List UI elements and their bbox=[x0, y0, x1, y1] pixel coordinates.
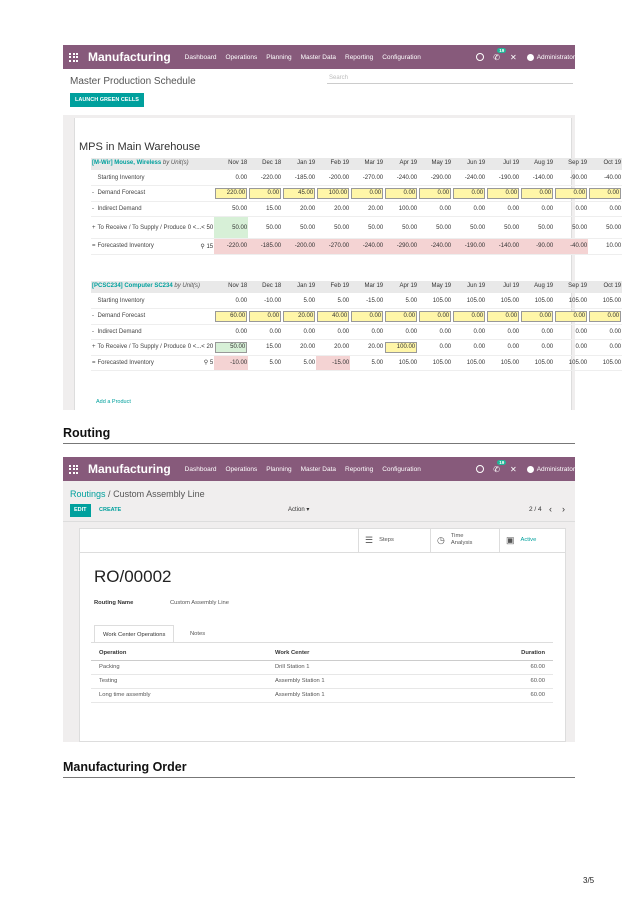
row-extra: 0 <...< 50 bbox=[187, 217, 214, 239]
routing-navbar bbox=[63, 457, 575, 481]
active-label: Active bbox=[520, 537, 537, 543]
row-extra bbox=[187, 309, 214, 325]
mps-product-table-mouse bbox=[91, 158, 622, 255]
forecast-input[interactable]: 0.00 bbox=[589, 188, 621, 199]
month-header: Apr 19 bbox=[384, 281, 418, 293]
cell-value: 0.00 bbox=[452, 340, 486, 356]
forecast-input[interactable]: 0.00 bbox=[589, 311, 621, 322]
mps-product-table-computer bbox=[91, 281, 622, 371]
cell-value: 0.00 bbox=[282, 324, 316, 340]
cell-value: 0.00 bbox=[350, 324, 384, 340]
cell-value: 0.00 bbox=[452, 201, 486, 217]
cell-value: -185.00 bbox=[282, 170, 316, 186]
month-header: Sep 19 bbox=[554, 281, 588, 293]
cell-value: 15.00 bbox=[248, 201, 282, 217]
control-panel-divider bbox=[63, 521, 575, 522]
messaging-icon[interactable]: ✆ 19 bbox=[493, 459, 505, 474]
cell-value: -140.00 bbox=[520, 170, 554, 186]
menu-reporting[interactable]: Reporting bbox=[345, 465, 374, 473]
cell-value: 0.00 bbox=[486, 324, 520, 340]
month-header: Nov 18 bbox=[214, 281, 248, 293]
cell-value: 50.00 bbox=[418, 217, 452, 239]
row-label: Indirect Demand bbox=[97, 324, 187, 340]
manufacturing-order-heading: Manufacturing Order bbox=[63, 760, 187, 774]
row-label: Demand Forecast bbox=[97, 186, 187, 202]
cell-value: 105.00 bbox=[554, 293, 588, 309]
row-extra bbox=[187, 170, 214, 186]
menu-operations[interactable]: Operations bbox=[225, 53, 258, 61]
row-prefix: - bbox=[91, 324, 97, 340]
routing-name-label: Routing Name bbox=[94, 600, 134, 606]
heading-divider bbox=[63, 777, 575, 778]
table-row bbox=[91, 340, 622, 356]
main-menu bbox=[185, 466, 430, 473]
cell-value: 5.00 bbox=[282, 293, 316, 309]
cell-value: -190.00 bbox=[486, 170, 520, 186]
row-prefix: = bbox=[91, 239, 97, 255]
duration-cell: 60.00 bbox=[427, 660, 553, 674]
cell-value: 50.00 bbox=[214, 201, 248, 217]
tab-notes[interactable]: Notes bbox=[190, 631, 206, 637]
cell-value: -240.00 bbox=[350, 239, 384, 255]
cell-value: -40.00 bbox=[554, 239, 588, 255]
messaging-icon[interactable]: ✆ 19 bbox=[493, 47, 505, 62]
cell-value: 105.00 bbox=[384, 355, 418, 371]
cell-value: 105.00 bbox=[520, 293, 554, 309]
product-link[interactable]: [M-Wir] Mouse, Wireless bbox=[92, 160, 162, 166]
cell-value: 105.00 bbox=[554, 355, 588, 371]
work-center-cell: Drill Station 1 bbox=[267, 660, 427, 674]
cell-value: 0.00 bbox=[384, 324, 418, 340]
edit-button[interactable]: EDIT bbox=[70, 504, 91, 517]
cell-value: 0.00 bbox=[554, 340, 588, 356]
row-prefix: = bbox=[91, 355, 97, 371]
row-extra: 5 bbox=[209, 360, 214, 367]
forecast-input[interactable]: 20.00 bbox=[283, 311, 315, 322]
message-badge: 19 bbox=[499, 47, 505, 53]
steps-label: Steps bbox=[379, 537, 394, 543]
routing-name-value: Custom Assembly Line bbox=[170, 600, 229, 606]
table-row bbox=[91, 293, 622, 309]
row-extra bbox=[187, 293, 214, 309]
cell-value: 50.00 bbox=[452, 217, 486, 239]
clock-icon: ◷ bbox=[437, 534, 445, 545]
forecast-input[interactable]: 0.00 bbox=[419, 311, 451, 322]
cell-value: 50.00 bbox=[384, 217, 418, 239]
cell-value: 5.00 bbox=[316, 293, 350, 309]
row-extra: 15 bbox=[206, 243, 214, 250]
cell-value: 0.00 bbox=[554, 324, 588, 340]
forecast-input[interactable]: 0.00 bbox=[419, 188, 451, 199]
cell-value: 10.00 bbox=[588, 239, 622, 255]
product-header-row bbox=[91, 281, 622, 293]
table-row bbox=[91, 170, 622, 186]
cell-value: 5.00 bbox=[248, 355, 282, 371]
menu-planning[interactable]: Planning bbox=[266, 53, 292, 61]
row-label: Forecasted Inventory bbox=[97, 355, 187, 371]
cell-value: -200.00 bbox=[282, 239, 316, 255]
systray bbox=[476, 45, 575, 69]
pager-previous-icon[interactable]: ‹ bbox=[549, 504, 552, 514]
cell-value: 50.00 bbox=[486, 217, 520, 239]
table-row bbox=[91, 309, 622, 325]
row-prefix: + bbox=[91, 340, 97, 356]
operation-cell: Long time assembly bbox=[91, 688, 267, 702]
launch-green-cells-button[interactable]: LAUNCH GREEN CELLS bbox=[70, 93, 144, 107]
work-center-cell: Assembly Station 1 bbox=[267, 688, 427, 702]
month-header: Sep 19 bbox=[554, 158, 588, 170]
systray bbox=[476, 457, 575, 481]
cell-value: 20.00 bbox=[282, 340, 316, 356]
cell-value: -140.00 bbox=[486, 239, 520, 255]
cell-value: -10.00 bbox=[214, 355, 248, 371]
month-header: Mar 19 bbox=[350, 158, 384, 170]
product-link[interactable]: [PCSC234] Computer SC234 bbox=[92, 283, 173, 289]
debug-icon[interactable]: ✕ bbox=[510, 464, 517, 474]
pager-next-icon[interactable]: › bbox=[562, 504, 565, 514]
map-pin-icon: ⚲ bbox=[203, 360, 209, 367]
forecast-input[interactable]: 0.00 bbox=[453, 188, 485, 199]
list-icon: ☰ bbox=[365, 534, 374, 545]
cell-value: -240.00 bbox=[418, 239, 452, 255]
cell-value: 0.00 bbox=[520, 201, 554, 217]
duration-cell: 60.00 bbox=[427, 688, 553, 702]
main-menu bbox=[185, 54, 430, 61]
create-button[interactable]: CREATE bbox=[99, 507, 122, 513]
duration-cell: 60.00 bbox=[427, 674, 553, 688]
activity-clock-icon[interactable] bbox=[476, 465, 484, 473]
table-row[interactable] bbox=[91, 660, 553, 674]
menu-dashboard[interactable]: Dashboard bbox=[184, 465, 217, 473]
cell-value: 0.00 bbox=[486, 201, 520, 217]
month-header: May 19 bbox=[418, 281, 452, 293]
month-header: Jul 19 bbox=[486, 158, 520, 170]
cell-value: 105.00 bbox=[418, 355, 452, 371]
cell-value: 105.00 bbox=[486, 355, 520, 371]
month-header: Dec 18 bbox=[248, 158, 282, 170]
supply-input[interactable]: 100.00 bbox=[385, 342, 417, 353]
avatar[interactable] bbox=[527, 466, 534, 473]
cell-value: -270.00 bbox=[350, 170, 384, 186]
table-row bbox=[91, 186, 622, 202]
table-header-row bbox=[91, 646, 553, 660]
cell-value: 105.00 bbox=[452, 293, 486, 309]
forecast-input[interactable]: 45.00 bbox=[283, 188, 315, 199]
row-extra bbox=[187, 186, 214, 202]
forecast-input[interactable]: 0.00 bbox=[487, 188, 519, 199]
row-label: Forecasted Inventory bbox=[97, 239, 187, 255]
supply-input[interactable]: 50.00 bbox=[215, 342, 247, 353]
menu-planning[interactable]: Planning bbox=[266, 465, 292, 473]
month-header: Jun 19 bbox=[452, 158, 486, 170]
menu-master-data[interactable]: Master Data bbox=[300, 465, 336, 473]
cell-value: -90.00 bbox=[520, 239, 554, 255]
column-header-operation[interactable]: Operation bbox=[91, 646, 267, 660]
cell-value: -220.00 bbox=[214, 239, 248, 255]
forecast-input[interactable]: 40.00 bbox=[317, 311, 349, 322]
app-brand[interactable]: Manufacturing bbox=[88, 50, 171, 64]
month-header: Oct 19 bbox=[588, 281, 622, 293]
cell-value: 105.00 bbox=[486, 293, 520, 309]
cell-value: 105.00 bbox=[588, 355, 622, 371]
row-prefix: - bbox=[91, 186, 97, 202]
row-label: To Receive / To Supply / Produce bbox=[97, 340, 187, 356]
cell-value: 15.00 bbox=[248, 340, 282, 356]
forecast-input[interactable]: 0.00 bbox=[351, 188, 383, 199]
cell-value: 50.00 bbox=[248, 217, 282, 239]
month-header: Apr 19 bbox=[384, 158, 418, 170]
forecast-input[interactable]: 60.00 bbox=[215, 311, 247, 322]
routing-heading: Routing bbox=[63, 426, 111, 440]
forecast-input[interactable]: 0.00 bbox=[487, 311, 519, 322]
month-header: May 19 bbox=[418, 158, 452, 170]
cell-value: -40.00 bbox=[588, 170, 622, 186]
month-header: Feb 19 bbox=[316, 281, 350, 293]
row-label: Indirect Demand bbox=[97, 201, 187, 217]
tab-divider bbox=[91, 642, 553, 643]
cell-value: 20.00 bbox=[316, 340, 350, 356]
product-header-row bbox=[91, 158, 622, 170]
active-toggle-button[interactable] bbox=[499, 528, 566, 552]
menu-reporting[interactable]: Reporting bbox=[345, 53, 374, 61]
time-label-line-2: Analysis bbox=[450, 540, 473, 546]
month-header: Nov 18 bbox=[214, 158, 248, 170]
cell-value: 0.00 bbox=[554, 201, 588, 217]
cell-value: 0.00 bbox=[248, 324, 282, 340]
cell-value: 50.00 bbox=[520, 217, 554, 239]
time-analysis-button[interactable] bbox=[430, 528, 499, 552]
breadcrumb-separator: / bbox=[108, 489, 111, 499]
row-label: To Receive / To Supply / Produce bbox=[97, 217, 187, 239]
cell-value: 105.00 bbox=[418, 293, 452, 309]
cell-value: 0.00 bbox=[418, 324, 452, 340]
row-label: Starting Inventory bbox=[97, 293, 187, 309]
month-header: Dec 18 bbox=[248, 281, 282, 293]
heading-divider bbox=[63, 443, 575, 444]
menu-configuration[interactable]: Configuration bbox=[382, 53, 421, 61]
routing-screenshot bbox=[63, 457, 575, 742]
month-header: Mar 19 bbox=[350, 281, 384, 293]
time-analysis-label bbox=[451, 533, 473, 547]
cell-value: -15.00 bbox=[350, 293, 384, 309]
cell-value: -270.00 bbox=[316, 239, 350, 255]
cell-value: 0.00 bbox=[452, 324, 486, 340]
cell-value: 50.00 bbox=[282, 217, 316, 239]
menu-dashboard[interactable]: Dashboard bbox=[184, 53, 217, 61]
forecast-input[interactable]: 0.00 bbox=[249, 311, 281, 322]
month-header: Jan 19 bbox=[282, 281, 316, 293]
mps-warehouse-title: MPS in Main Warehouse bbox=[79, 141, 201, 153]
cell-value: -10.00 bbox=[248, 293, 282, 309]
cell-value: 5.00 bbox=[282, 355, 316, 371]
cell-value: 100.00 bbox=[384, 201, 418, 217]
cell-value: -185.00 bbox=[248, 239, 282, 255]
row-prefix: - bbox=[91, 201, 97, 217]
cell-value: 0.00 bbox=[418, 340, 452, 356]
cell-value: -15.00 bbox=[316, 355, 350, 371]
add-product-link[interactable]: Add a Product bbox=[96, 399, 131, 405]
cell-value: 20.00 bbox=[282, 201, 316, 217]
menu-operations[interactable]: Operations bbox=[225, 465, 258, 473]
apps-grid-icon[interactable] bbox=[69, 53, 78, 62]
apps-grid-icon[interactable] bbox=[69, 465, 78, 474]
table-row bbox=[91, 201, 622, 217]
row-extra bbox=[187, 324, 214, 340]
cell-value: -240.00 bbox=[452, 170, 486, 186]
cell-value: 0.00 bbox=[520, 340, 554, 356]
table-row[interactable] bbox=[91, 688, 553, 702]
cell-value: 5.00 bbox=[350, 355, 384, 371]
forecast-input[interactable]: 0.00 bbox=[521, 311, 553, 322]
forecast-input[interactable]: 220.00 bbox=[215, 188, 247, 199]
cell-value: 0.00 bbox=[418, 201, 452, 217]
cell-value: 0.00 bbox=[520, 324, 554, 340]
table-row bbox=[91, 355, 622, 371]
search-input[interactable]: Search bbox=[327, 75, 573, 84]
row-label: Starting Inventory bbox=[97, 170, 187, 186]
month-header: Oct 19 bbox=[588, 158, 622, 170]
month-header: Jul 19 bbox=[486, 281, 520, 293]
table-row bbox=[91, 239, 622, 255]
column-header-work-center[interactable]: Work Center bbox=[267, 646, 427, 660]
row-prefix: + bbox=[91, 217, 97, 239]
table-row bbox=[91, 324, 622, 340]
cell-value: 50.00 bbox=[316, 217, 350, 239]
operation-cell: Testing bbox=[91, 674, 267, 688]
breadcrumb-routings[interactable]: Routings bbox=[70, 489, 106, 499]
cell-value: 105.00 bbox=[588, 293, 622, 309]
cell-value: -90.00 bbox=[554, 170, 588, 186]
debug-icon[interactable]: ✕ bbox=[510, 52, 517, 62]
cell-value: 0.00 bbox=[214, 170, 248, 186]
user-name[interactable]: Administrator bbox=[536, 53, 575, 61]
row-extra: 0 <...< 20 bbox=[187, 340, 214, 356]
mps-navbar bbox=[63, 45, 575, 69]
cell-value: 0.00 bbox=[588, 201, 622, 217]
cell-value: 50.00 bbox=[214, 217, 248, 239]
cell-value: 0.00 bbox=[214, 293, 248, 309]
cell-value: 5.00 bbox=[384, 293, 418, 309]
cell-value: 50.00 bbox=[554, 217, 588, 239]
cell-value: 50.00 bbox=[588, 217, 622, 239]
forecast-input[interactable]: 0.00 bbox=[249, 188, 281, 199]
cell-value: 50.00 bbox=[350, 217, 384, 239]
product-unit: by Unit(s) bbox=[174, 283, 201, 289]
row-label: Demand Forecast bbox=[97, 309, 187, 325]
table-row[interactable] bbox=[91, 674, 553, 688]
button-box-divider bbox=[79, 552, 566, 553]
steps-button[interactable] bbox=[358, 528, 430, 552]
message-badge: 19 bbox=[499, 459, 505, 465]
forecast-input[interactable]: 0.00 bbox=[385, 188, 417, 199]
forecast-input[interactable]: 100.00 bbox=[317, 188, 349, 199]
month-header: Jun 19 bbox=[452, 281, 486, 293]
menu-configuration[interactable]: Configuration bbox=[382, 465, 421, 473]
month-header: Aug 19 bbox=[520, 158, 554, 170]
forecast-input[interactable]: 0.00 bbox=[555, 311, 587, 322]
forecast-input[interactable]: 0.00 bbox=[385, 311, 417, 322]
cell-value: 105.00 bbox=[520, 355, 554, 371]
month-header: Jan 19 bbox=[282, 158, 316, 170]
activity-clock-icon[interactable] bbox=[476, 53, 484, 61]
table-row bbox=[91, 217, 622, 239]
page-number: 3/5 bbox=[583, 876, 595, 885]
map-pin-icon: ⚲ bbox=[200, 243, 205, 250]
row-prefix: - bbox=[91, 309, 97, 325]
row-extra bbox=[187, 201, 214, 217]
work-center-cell: Assembly Station 1 bbox=[267, 674, 427, 688]
app-brand[interactable]: Manufacturing bbox=[88, 462, 171, 476]
cell-value: 0.00 bbox=[214, 324, 248, 340]
forecast-input[interactable]: 0.00 bbox=[351, 311, 383, 322]
column-header-duration[interactable]: Duration bbox=[427, 646, 553, 660]
user-name[interactable]: Administrator bbox=[536, 465, 575, 473]
forecast-input[interactable]: 0.00 bbox=[521, 188, 553, 199]
cell-value: 20.00 bbox=[350, 340, 384, 356]
cell-value: -220.00 bbox=[248, 170, 282, 186]
forecast-input[interactable]: 0.00 bbox=[453, 311, 485, 322]
cell-value: 105.00 bbox=[452, 355, 486, 371]
avatar[interactable] bbox=[527, 54, 534, 61]
cell-value: -240.00 bbox=[384, 170, 418, 186]
cell-value: -290.00 bbox=[384, 239, 418, 255]
month-header: Aug 19 bbox=[520, 281, 554, 293]
cell-value: 0.00 bbox=[486, 340, 520, 356]
cell-value: -200.00 bbox=[316, 170, 350, 186]
cell-value: 0.00 bbox=[588, 324, 622, 340]
operation-cell: Packing bbox=[91, 660, 267, 674]
breadcrumb bbox=[70, 489, 205, 499]
pager-value: 2 / 4 bbox=[529, 506, 542, 513]
product-unit: by Unit(s) bbox=[162, 160, 189, 166]
record-name: RO/00002 bbox=[94, 567, 172, 586]
safety-stock[interactable] bbox=[187, 239, 214, 255]
cell-value: 20.00 bbox=[350, 201, 384, 217]
safety-stock[interactable] bbox=[187, 355, 214, 371]
menu-master-data[interactable]: Master Data bbox=[300, 53, 336, 61]
breadcrumb-current: Custom Assembly Line bbox=[113, 489, 205, 499]
forecast-input[interactable]: 0.00 bbox=[555, 188, 587, 199]
tab-work-center-operations[interactable]: Work Center Operations bbox=[94, 625, 174, 643]
operations-table bbox=[91, 646, 553, 703]
archive-icon: ▣ bbox=[506, 534, 515, 545]
action-dropdown[interactable]: Action ▾ bbox=[288, 507, 310, 513]
page-title: Master Production Schedule bbox=[70, 76, 196, 87]
cell-value: -290.00 bbox=[418, 170, 452, 186]
cell-value: 20.00 bbox=[316, 201, 350, 217]
cell-value: 0.00 bbox=[316, 324, 350, 340]
cell-value: 0.00 bbox=[588, 340, 622, 356]
cell-value: -190.00 bbox=[452, 239, 486, 255]
month-header: Feb 19 bbox=[316, 158, 350, 170]
time-label-line-1: Time bbox=[450, 533, 464, 539]
mps-screenshot bbox=[63, 45, 622, 410]
